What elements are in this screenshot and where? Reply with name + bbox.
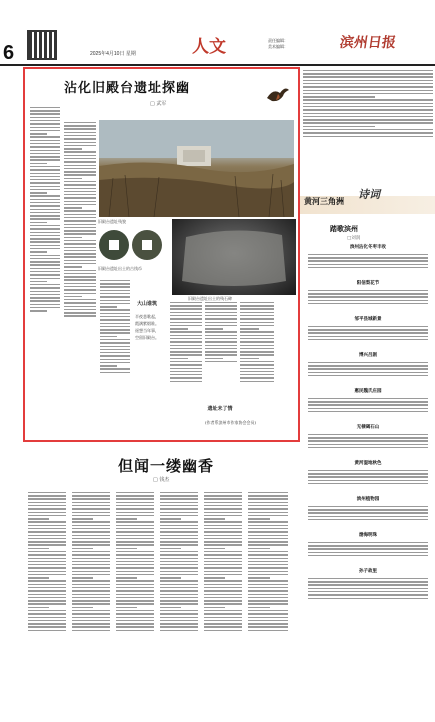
poem-body [308,540,428,566]
lower-body-col3 [116,490,154,718]
poem-body [308,432,428,458]
poem-title: 黄河湿地秋色 [354,461,382,466]
section-title: 人文 [192,37,226,57]
poem-list [308,244,428,618]
qr-code [27,30,57,60]
poem-body [308,252,428,278]
article-body-col2 [64,120,96,435]
poem-title: 孙子故里 [359,569,377,574]
header-divider [0,64,435,66]
poem-body [308,468,428,494]
lower-body-col1 [28,490,66,718]
poem-line: 霞满紫烟谁。 [135,321,159,326]
poem-body [308,324,428,350]
photo-caption: 旧殿台遗址残貌 [98,219,126,224]
lower-body-col2 [72,490,110,718]
lower-article-author: □ 钱杰 [153,477,170,483]
article-body-col5 [205,300,237,400]
column-brand: 黄河三角洲 [304,196,344,206]
article-body-col4 [170,300,202,435]
poem-title: 渤海明珠 [359,533,377,538]
poem-title: 滨州植物园 [356,497,380,502]
article-body-col6 [240,300,274,435]
poem-title: 惠民魏氏庄园 [354,389,382,394]
editor-meta [268,38,328,50]
lower-body-col4 [160,490,198,718]
poem-body [308,396,428,422]
poem-body [308,288,428,314]
subhead-1: 大山谁筑 [136,301,157,307]
newspaper-masthead: 滨州日报 [338,35,397,51]
poem-block [135,313,167,341]
poem-title: 阳信梨花节 [356,281,380,286]
article-author: □ 武军 [150,101,167,107]
poem-title: 博兴吕剧 [359,353,377,358]
poem-column-title: 踏歌滨州 [330,224,358,233]
article-body-col1 [30,105,60,435]
coins-caption: 旧殿台遗址出土的古钱币 [98,266,142,271]
page-number: 6 [3,42,15,64]
poem-line: 遥想当年事， [135,328,159,333]
issue-date: 2025年4月10日 星期 [90,51,136,57]
article-title: 沾化旧殿台遗址探幽 [64,81,191,96]
author-note: (作者系滨州市作家协会会员) [205,420,257,425]
poem-column-author: □刘润 [347,236,361,241]
lower-article-title: 但闻一缕幽香 [118,457,215,475]
lower-body-col5 [204,490,242,718]
designer-line: 美术编辑： [268,44,288,49]
poem-title: 滨州沾化冬枣丰收 [350,245,386,250]
column-brand-script: 诗词 [358,188,380,201]
stone-caption: 旧殿台遗址出土的残石碑 [188,296,232,301]
article-body-col3 [100,278,130,433]
poem-body [308,504,428,530]
editor-line: 责任编辑： [268,38,288,43]
poem-title: 无棣碣石山 [356,425,380,430]
poem-body [308,576,428,616]
poem-body [308,360,428,386]
right-top-text [303,68,433,178]
stone-tablet-photo [172,219,296,295]
lower-body-col6 [248,490,288,718]
poem-title: 邹平县城新景 [354,317,382,322]
poem-line: 空留旧殿台。 [135,335,159,340]
poem-line: 半夜悲歌起， [135,314,159,319]
subhead-2: 遗址未了情 [207,406,233,412]
bird-icon [264,84,290,106]
ruins-photo [99,120,294,217]
